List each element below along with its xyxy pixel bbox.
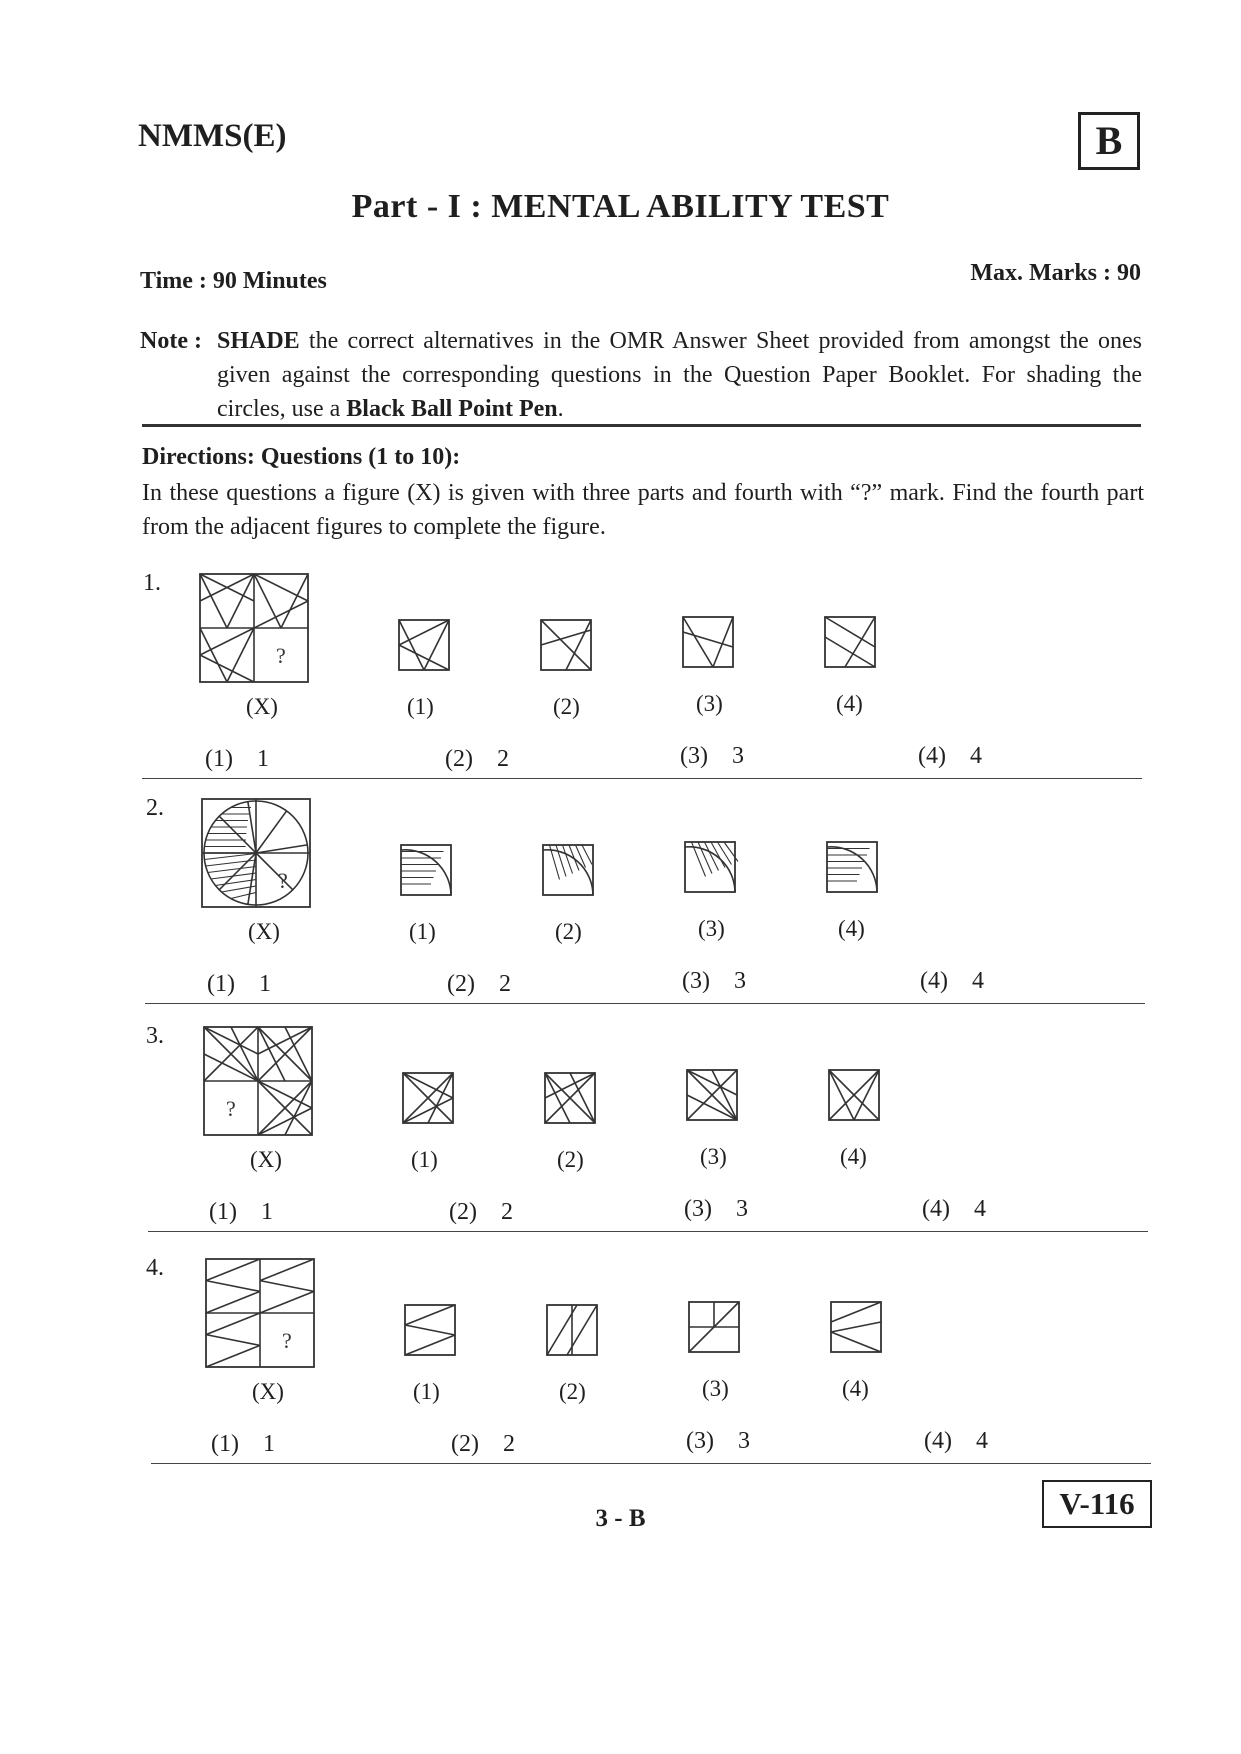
option-figure-label-1: (1)	[407, 694, 434, 719]
answer-option-number: (2)	[449, 1199, 477, 1225]
answer-option-value: 3	[735, 1196, 748, 1222]
answer-option-number: (1)	[207, 971, 235, 997]
answer-option-1[interactable]	[205, 746, 269, 773]
answer-option-value: 1	[258, 971, 271, 997]
answer-option-number: (1)	[205, 746, 233, 772]
answer-option-4[interactable]	[920, 968, 984, 995]
answer-option-2[interactable]	[445, 746, 509, 773]
option-figure-4[interactable]	[825, 840, 881, 896]
option-figure-label-3: (3)	[698, 916, 725, 941]
option-figure-label-4: (4)	[840, 1144, 867, 1169]
question-number: 3.	[146, 1023, 164, 1049]
answer-option-number: (4)	[920, 968, 948, 994]
spacer	[239, 1431, 263, 1457]
answer-option-value: 1	[256, 746, 269, 772]
answer-option-value: 3	[731, 743, 744, 769]
question-number: 4.	[146, 1255, 164, 1281]
answer-option-number: (4)	[924, 1428, 952, 1454]
option-figure-label-3: (3)	[700, 1144, 727, 1169]
option-figure-3[interactable]	[683, 840, 739, 896]
spacer	[950, 1196, 974, 1222]
page-number: 3 - B	[595, 1505, 646, 1532]
answer-option-number: (3)	[686, 1428, 714, 1454]
figure-x-label: (X)	[246, 694, 278, 719]
answer-option-value: 3	[733, 968, 746, 994]
spacer	[477, 1199, 501, 1225]
set-code-box: B	[1078, 112, 1140, 170]
answer-option-value: 2	[496, 746, 509, 772]
answer-option-number: (3)	[682, 968, 710, 994]
answer-option-value: 2	[498, 971, 511, 997]
option-figure-label-1: (1)	[413, 1379, 440, 1404]
header-rule	[142, 424, 1141, 427]
exam-code: NMMS(E)	[138, 118, 287, 154]
answer-option-3[interactable]	[684, 1196, 748, 1223]
figure-x	[200, 797, 313, 910]
option-figure-label-3: (3)	[696, 691, 723, 716]
answer-option-1[interactable]	[207, 971, 271, 998]
note-paragraph	[140, 324, 1142, 426]
option-figure-2[interactable]	[545, 1303, 601, 1359]
spacer	[708, 743, 732, 769]
answer-option-3[interactable]	[680, 743, 744, 770]
option-figure-3[interactable]	[687, 1300, 743, 1356]
spacer	[237, 1199, 261, 1225]
answer-option-3[interactable]	[686, 1428, 750, 1455]
note-label: Note :	[140, 328, 202, 354]
answer-option-number: (4)	[922, 1196, 950, 1222]
note-shade: SHADE	[217, 328, 300, 354]
option-figure-label-1: (1)	[411, 1147, 438, 1172]
answer-option-3[interactable]	[682, 968, 746, 995]
answer-option-number: (1)	[211, 1431, 239, 1457]
question-number: 2.	[146, 795, 164, 821]
answer-option-number: (2)	[447, 971, 475, 997]
figure-x-label: (X)	[252, 1379, 284, 1404]
question-mark: ?	[282, 1328, 292, 1353]
spacer	[235, 971, 259, 997]
question-separator	[148, 1231, 1148, 1232]
answer-option-value: 4	[975, 1428, 988, 1454]
option-figure-label-3: (3)	[702, 1376, 729, 1401]
option-figure-3[interactable]	[681, 615, 737, 671]
question-mark: ?	[276, 643, 286, 668]
option-figure-1[interactable]	[403, 1303, 459, 1359]
option-figure-label-4: (4)	[838, 916, 865, 941]
answer-option-value: 4	[969, 743, 982, 769]
question-separator	[142, 778, 1142, 779]
spacer	[946, 743, 970, 769]
option-figure-label-2: (2)	[553, 694, 580, 719]
option-figure-1[interactable]	[399, 843, 455, 899]
spacer	[712, 1196, 736, 1222]
option-figure-2[interactable]	[543, 1071, 599, 1127]
spacer	[473, 746, 497, 772]
figure-x-label: (X)	[250, 1147, 282, 1172]
option-figure-3[interactable]	[685, 1068, 741, 1124]
page-title: Part - I : MENTAL ABILITY TEST	[351, 188, 890, 225]
answer-option-number: (4)	[918, 743, 946, 769]
note-pen: Black Ball Point Pen	[346, 396, 558, 422]
figure-x	[198, 572, 311, 685]
booklet-code: V-116	[1042, 1480, 1152, 1528]
option-figure-4[interactable]	[827, 1068, 883, 1124]
max-marks: Max. Marks : 90	[970, 260, 1141, 286]
answer-option-number: (2)	[451, 1431, 479, 1457]
question-separator	[145, 1003, 1145, 1004]
option-figure-1[interactable]	[401, 1071, 457, 1127]
directions-heading: Directions: Questions (1 to 10):	[142, 444, 461, 470]
answer-option-value: 4	[971, 968, 984, 994]
answer-option-value: 2	[500, 1199, 513, 1225]
time-allowed: Time : 90 Minutes	[140, 268, 327, 294]
spacer	[948, 968, 972, 994]
answer-option-value: 4	[973, 1196, 986, 1222]
option-figure-4[interactable]	[829, 1300, 885, 1356]
answer-option-2[interactable]	[447, 971, 511, 998]
answer-option-4[interactable]	[924, 1428, 988, 1455]
answer-option-number: (3)	[684, 1196, 712, 1222]
note-end: .	[557, 396, 564, 422]
option-figure-4[interactable]	[823, 615, 879, 671]
spacer	[233, 746, 257, 772]
question-mark: ?	[278, 868, 288, 893]
spacer	[952, 1428, 976, 1454]
answer-option-4[interactable]	[922, 1196, 986, 1223]
spacer	[475, 971, 499, 997]
question-separator	[151, 1463, 1151, 1464]
option-figure-2[interactable]	[539, 618, 595, 674]
answer-option-number: (1)	[209, 1199, 237, 1225]
answer-option-1[interactable]	[209, 1199, 273, 1226]
option-figure-label-4: (4)	[836, 691, 863, 716]
question-number: 1.	[143, 570, 161, 596]
answer-option-value: 1	[260, 1199, 273, 1225]
answer-option-1[interactable]	[211, 1431, 275, 1458]
figure-x-label: (X)	[248, 919, 280, 944]
answer-option-number: (2)	[445, 746, 473, 772]
option-figure-1[interactable]	[397, 618, 453, 674]
question-mark: ?	[226, 1096, 236, 1121]
directions-text: In these questions a figure (X) is given with three parts and fourth with “?” mark. Find the fourth part from the adjacent figures to complete the figure.	[142, 480, 1144, 540]
spacer	[714, 1428, 738, 1454]
option-figure-label-2: (2)	[557, 1147, 584, 1172]
figure-x	[202, 1025, 315, 1138]
option-figure-label-2: (2)	[559, 1379, 586, 1404]
answer-option-value: 3	[737, 1428, 750, 1454]
answer-option-number: (3)	[680, 743, 708, 769]
spacer	[710, 968, 734, 994]
option-figure-2[interactable]	[541, 843, 597, 899]
spacer	[479, 1431, 503, 1457]
figure-x	[204, 1257, 317, 1370]
answer-option-value: 1	[262, 1431, 275, 1457]
answer-option-2[interactable]	[451, 1431, 515, 1458]
option-figure-label-2: (2)	[555, 919, 582, 944]
option-figure-label-4: (4)	[842, 1376, 869, 1401]
answer-option-value: 2	[502, 1431, 515, 1457]
note-text: the correct alternatives in the OMR Answer Sheet provided from amongst the ones given against the corresponding questions in the Question Paper Booklet. For shading the circles, use a	[217, 328, 1142, 422]
answer-option-2[interactable]	[449, 1199, 513, 1226]
answer-option-4[interactable]	[918, 743, 982, 770]
option-figure-label-1: (1)	[409, 919, 436, 944]
